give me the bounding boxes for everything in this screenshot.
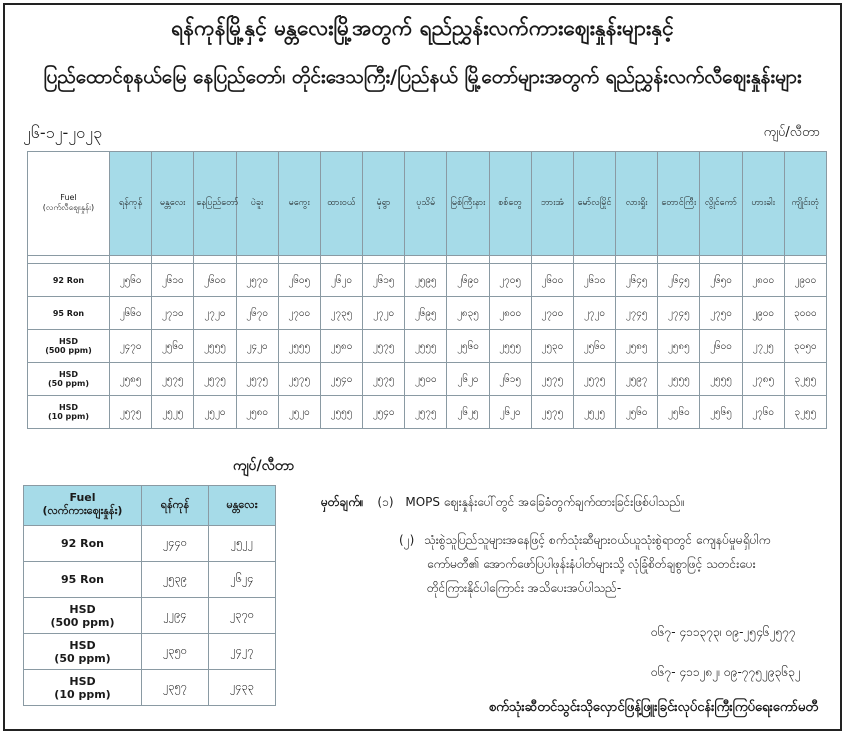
wholesale-header-row — [24, 486, 276, 526]
wholesale-fuel-header-line2: (လက်ကားဈေးနှုန်း) — [42, 504, 123, 517]
fuel-type-label-line: HSD — [58, 370, 79, 379]
price-cell: ၂၇၂၅ — [742, 330, 784, 363]
price-cell: ၂၆၀၀ — [531, 264, 573, 297]
retail-city-header: ကျိုင်းတုံ — [784, 152, 826, 256]
phone-numbers-1: ၀၆၇- ၄၁၁၃၇၃၊ ၀၉-၂၅၄၆၂၅၇၇ — [651, 625, 796, 639]
fuel-type-label-line: HSD — [69, 674, 96, 688]
spacer-cell — [152, 256, 194, 264]
price-cell: ၂၅၇၅ — [194, 363, 236, 396]
price-cell: ၂၅၉၅ — [405, 264, 447, 297]
price-cell: ၂၅၀၀ — [405, 363, 447, 396]
retail-city-header: တောင်ကြီး — [658, 152, 700, 256]
spacer-cell — [489, 256, 531, 264]
title-line-1: ရန်ကုန်မြို့နှင့် မန္တလေးမြို့အတွက် ရည်ညွှန်းလက်ကားဈေးနှုန်းများနှင့် — [171, 16, 674, 40]
wholesale-city-header: ရန်ကုန် — [142, 486, 209, 526]
price-cell: ၂၆၀၅ — [278, 264, 320, 297]
price-cell: ၂၅၆၀ — [616, 396, 658, 429]
fuel-type-label-line: HSD — [69, 602, 96, 616]
retail-city-header: လားရှိုး — [616, 152, 658, 256]
spacer-row — [28, 256, 827, 264]
retail-city-header: ထားဝယ် — [320, 152, 362, 256]
table-row — [28, 363, 827, 396]
retail-header-row — [28, 152, 827, 256]
price-cell: ၂၅၃၉ — [142, 562, 209, 598]
price-cell: ၂၇၀၀ — [531, 297, 573, 330]
fuel-type-label-line: (50 ppm) — [54, 651, 111, 665]
price-cell: ၂၅၉၇ — [616, 363, 658, 396]
wholesale-price-table — [23, 485, 276, 706]
spacer-cell — [658, 256, 700, 264]
spacer-cell — [784, 256, 826, 264]
spacer-cell — [236, 256, 278, 264]
note-1-text: MOPS ဈေးနှုန်းပေါ်တွင် အခြေခံတွက်ချက်ထားခြင်းဖြစ်ပါသည်။ — [405, 495, 685, 509]
table-row — [24, 526, 276, 562]
price-cell: ၃၂၅၅ — [784, 363, 826, 396]
price-cell: ၂၄၄၀ — [142, 526, 209, 562]
price-cell: ၂၉၀၀ — [742, 297, 784, 330]
fuel-type-label — [24, 598, 142, 634]
title-line-2: ပြည်ထောင်စုနယ်မြေ နေပြည်တော်၊ တိုင်းဒေသကြီး/ပြည်နယ် မြို့တော်များအတွက် ရည်ညွှန်းလက်လီဈေးနှုန်းများ — [43, 66, 802, 88]
price-cell: ၂၅၅၅ — [194, 330, 236, 363]
fuel-type-label — [28, 363, 110, 396]
fuel-type-label-line: HSD — [58, 403, 79, 412]
price-cell: ၂၅၅၅ — [320, 396, 362, 429]
price-cell: ၂၆၂၀ — [447, 363, 489, 396]
fuel-type-label-line: HSD — [58, 337, 79, 346]
price-cell: ၂၅၈၀ — [236, 396, 278, 429]
fuel-type-label-line: 95 Ron — [61, 573, 104, 586]
retail-city-header: လွိုင်ကော် — [700, 152, 742, 256]
price-cell: ၂၆၆၀ — [110, 297, 152, 330]
spacer-cell — [447, 256, 489, 264]
price-cell: ၂၅၅၅ — [278, 330, 320, 363]
price-cell: ၂၄၂၇ — [209, 634, 276, 670]
table-row — [24, 670, 276, 706]
fuel-type-label-line: (10 ppm) — [47, 412, 90, 421]
fuel-type-label — [28, 330, 110, 363]
price-cell: ၂၅၆၀ — [152, 330, 194, 363]
price-cell: ၂၄၇၀ — [110, 330, 152, 363]
wholesale-fuel-header — [24, 486, 142, 526]
table-row — [28, 297, 827, 330]
price-cell: ၂၅၅၅ — [489, 330, 531, 363]
price-cell: ၂၅၄၀ — [363, 396, 405, 429]
price-cell: ၂၆၀၀ — [194, 264, 236, 297]
note-2-number: (၂) — [399, 533, 415, 547]
price-cell: ၂၃၅၇ — [142, 670, 209, 706]
spacer-cell — [573, 256, 615, 264]
fuel-type-label — [24, 634, 142, 670]
price-cell: ၂၃၇၀ — [209, 598, 276, 634]
price-cell: ၂၇၆၀ — [742, 396, 784, 429]
price-cell: ၂၈၃၅ — [447, 297, 489, 330]
price-cell: ၂၅၇၅ — [363, 330, 405, 363]
wholesale-city-header: မန္တလေး — [209, 486, 276, 526]
price-cell: ၂၇၀၅ — [489, 264, 531, 297]
price-cell: ၂၅၆၀ — [573, 330, 615, 363]
price-cell: ၂၅၇၅ — [573, 363, 615, 396]
committee-name: စက်သုံးဆီတင်သွင်းသိုလှောင်ဖြန့်ဖြူးခြင်းလုပ်ငန်းကြီးကြပ်ရေးကော်မတီ — [488, 700, 818, 715]
spacer-cell — [742, 256, 784, 264]
fuel-type-label — [28, 264, 110, 297]
price-cell: ၂၇၈၅ — [742, 363, 784, 396]
retail-city-header: ပဲခူး — [236, 152, 278, 256]
price-cell: ၂၆၉၅ — [405, 297, 447, 330]
price-cell: ၃၂၅၅ — [784, 396, 826, 429]
price-cell: ၂၆၁၅ — [489, 363, 531, 396]
price-cell: ၂၃၅၀ — [142, 634, 209, 670]
fuel-type-label-line: HSD — [69, 638, 96, 652]
spacer-cell — [616, 256, 658, 264]
phone-numbers-2: ၀၆၇- ၄၁၁၂၈၂၊ ၀၉-၇၇၅၂၉၃၆၃၂ — [651, 665, 801, 679]
unit-label-top: ကျပ်/လီတာ — [763, 125, 820, 140]
price-cell: ၂၆၂၄ — [209, 562, 276, 598]
table-row — [28, 330, 827, 363]
price-cell: ၂၅၂၅ — [573, 396, 615, 429]
price-cell: ၂၅၈၀ — [320, 330, 362, 363]
fuel-type-label — [24, 526, 142, 562]
price-cell: ၂၆၂၅ — [447, 396, 489, 429]
price-cell: ၂၄၂၀ — [236, 330, 278, 363]
spacer-cell — [531, 256, 573, 264]
price-cell: ၂၅၂၅ — [152, 396, 194, 429]
spacer-cell — [110, 256, 152, 264]
note-2-line-1: သုံးစွဲသူပြည်သူများအနေဖြင့် စက်သုံးဆီများဝယ်ယူသုံးစွဲရာတွင် ကျေနပ်မှုမရှိပါက — [424, 533, 771, 547]
price-cell: ၂၄၃၃ — [209, 670, 276, 706]
price-cell: ၂၇၅၀ — [700, 297, 742, 330]
table-row — [24, 562, 276, 598]
price-cell: ၂၆၄၅ — [658, 264, 700, 297]
retail-city-header: ရန်ကုန် — [110, 152, 152, 256]
note-2-line-2: ကော်မတီ၏ အောက်ဖော်ပြပါဖုန်းနံပါတ်များသို့ လုံခြုံစိတ်ချစွာဖြင့် သတင်းပေး — [427, 557, 756, 571]
retail-city-header: မန္တလေး — [152, 152, 194, 256]
price-cell: ၂၅၇၅ — [405, 396, 447, 429]
price-cell: ၂၅၄၀ — [320, 363, 362, 396]
price-cell: ၂၅၆၀ — [447, 330, 489, 363]
price-cell: ၂၅၅၅ — [658, 363, 700, 396]
retail-fuel-header — [28, 152, 110, 256]
price-cell: ၂၈၀၀ — [489, 297, 531, 330]
price-cell: ၂၇၂၀ — [573, 297, 615, 330]
retail-price-table — [27, 151, 827, 429]
note-1-number: (၁) — [377, 495, 394, 509]
price-cell: ၂၅၈၅ — [616, 330, 658, 363]
retail-city-header: ဟားခါး — [742, 152, 784, 256]
price-cell: ၂၆၇၀ — [236, 297, 278, 330]
price-cell: ၂၉၀၀ — [784, 264, 826, 297]
price-cell: ၂၅၆၅ — [700, 396, 742, 429]
price-cell: ၂၇၂၀ — [194, 297, 236, 330]
table-row — [24, 634, 276, 670]
wholesale-fuel-header-line1: Fuel — [69, 491, 96, 504]
fuel-type-label-line: (500 ppm) — [50, 615, 115, 629]
table-row — [24, 598, 276, 634]
retail-city-header: စစ်တွေ — [489, 152, 531, 256]
price-cell: ၂၇၁၀ — [152, 297, 194, 330]
price-cell: ၂၇၄၅ — [616, 297, 658, 330]
retail-fuel-header-line1: Fuel — [60, 193, 77, 202]
fuel-type-label — [28, 396, 110, 429]
retail-city-header: မော်လမြိုင် — [573, 152, 615, 256]
price-cell: ၂၅၆၀ — [658, 396, 700, 429]
price-cell: ၂၆၁၅ — [363, 264, 405, 297]
fuel-type-label-line: (50 ppm) — [47, 379, 90, 388]
spacer-cell — [194, 256, 236, 264]
price-cell: ၂၅၇၅ — [110, 396, 152, 429]
unit-label-mid: ကျပ်/လီတာ — [233, 458, 295, 474]
note-2-line-3: တိုင်ကြားနိုင်ပါကြောင်း အသိပေးအပ်ပါသည်- — [427, 581, 622, 595]
fuel-type-label — [24, 670, 142, 706]
price-cell: ၂၅၇၅ — [531, 396, 573, 429]
retail-city-header: မြစ်ကြီးနား — [447, 152, 489, 256]
retail-fuel-header-line2: (လက်လီဈေးနှုန်း) — [42, 203, 95, 212]
retail-city-header: မကွေး — [278, 152, 320, 256]
price-cell: ၂၆၀၀ — [700, 330, 742, 363]
fuel-type-label-line: (10 ppm) — [54, 687, 111, 701]
price-cell: ၂၆၁၀ — [573, 264, 615, 297]
table-row — [28, 264, 827, 297]
fuel-type-label-line: 92 Ron — [61, 537, 104, 550]
date: ၂၆-၁၂-၂၀၂၃ — [23, 123, 102, 142]
price-cell: ၂၆၂၀ — [489, 396, 531, 429]
price-cell: ၂၇၃၅ — [320, 297, 362, 330]
price-cell: ၂၅၇၅ — [531, 363, 573, 396]
price-cell: ၂၅၇၅ — [236, 363, 278, 396]
fuel-type-label-line: (500 ppm) — [45, 346, 92, 355]
price-cell: ၂၈၀၀ — [742, 264, 784, 297]
spacer-cell — [405, 256, 447, 264]
price-cell: ၂၅၅၅ — [405, 330, 447, 363]
price-cell: ၂၅၂၂ — [209, 526, 276, 562]
fuel-type-label — [28, 297, 110, 330]
price-cell: ၂၅၅၅ — [700, 363, 742, 396]
price-cell: ၂၅၇၅ — [278, 363, 320, 396]
price-cell: ၂၅၂၀ — [278, 396, 320, 429]
spacer-cell — [278, 256, 320, 264]
notes-heading: မှတ်ချက်။ — [321, 495, 364, 509]
retail-city-header: မုံရွာ — [363, 152, 405, 256]
spacer-cell — [363, 256, 405, 264]
price-cell: ၂၆၁၀ — [152, 264, 194, 297]
price-cell: ၂၅၃၀ — [531, 330, 573, 363]
price-cell: ၂၇၀၀ — [278, 297, 320, 330]
price-cell: ၂၂၉၄ — [142, 598, 209, 634]
fuel-type-label — [24, 562, 142, 598]
price-cell: ၂၅၂၀ — [194, 396, 236, 429]
price-cell: ၂၆၉၀ — [447, 264, 489, 297]
price-cell: ၃၀၅၀ — [784, 330, 826, 363]
price-cell: ၂၅၈၅ — [658, 330, 700, 363]
price-cell: ၂၆၂၀ — [320, 264, 362, 297]
fuel-type-label-line: 95 Ron — [52, 308, 85, 318]
retail-city-header: ပုသိမ် — [405, 152, 447, 256]
price-cell: ၂၇၄၅ — [658, 297, 700, 330]
price-cell: ၂၆၅၀ — [700, 264, 742, 297]
price-cell: ၂၅၈၅ — [110, 363, 152, 396]
price-cell: ၂၅၇၀ — [236, 264, 278, 297]
notice-frame — [3, 3, 842, 731]
spacer-cell — [28, 256, 110, 264]
retail-city-header: နေပြည်တော် — [194, 152, 236, 256]
price-cell: ၃၀၀၀ — [784, 297, 826, 330]
price-cell: ၂၅၇၅ — [363, 363, 405, 396]
spacer-cell — [700, 256, 742, 264]
price-cell: ၂၅၇၅ — [152, 363, 194, 396]
retail-city-header: ဘားအံ — [531, 152, 573, 256]
spacer-cell — [320, 256, 362, 264]
fuel-type-label-line: 92 Ron — [52, 275, 85, 285]
price-cell: ၂၇၂၀ — [363, 297, 405, 330]
table-row — [28, 396, 827, 429]
price-cell: ၂၅၆၀ — [110, 264, 152, 297]
price-cell: ၂၆၄၅ — [616, 264, 658, 297]
